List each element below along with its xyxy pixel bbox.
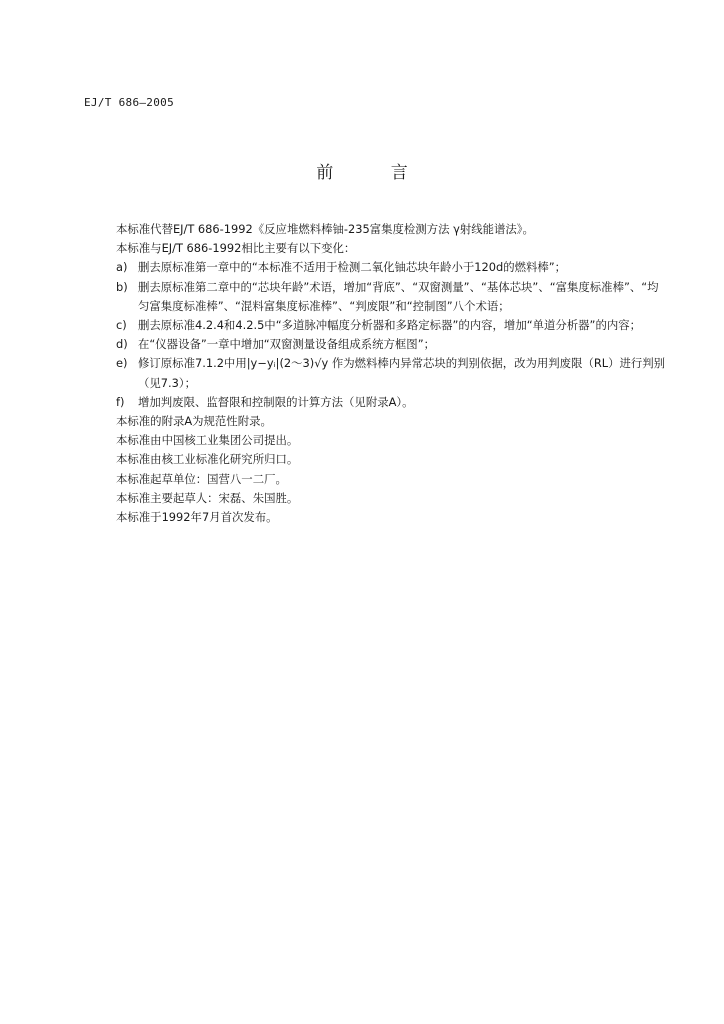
item-marker: d): [116, 337, 128, 352]
closing-line: 本标准由中国核工业集团公司提出。: [116, 433, 299, 448]
item-marker: f): [116, 394, 125, 409]
standard-code: EJ/T 686—2005: [84, 96, 174, 109]
change-item-c: [116, 316, 668, 335]
change-item-f: [116, 393, 668, 412]
intro-line: 本标准代替EJ/T 686-1992《反应堆燃料棒铀-235富集度检测方法 γ射线能谱法》。: [116, 222, 534, 236]
foreword-body: [116, 220, 668, 527]
change-item-d: [116, 335, 668, 354]
item-marker: a): [116, 260, 128, 275]
item-text: 删去原标准第一章中的“本标准不适用于检测二氧化铀芯块年龄小于120d的燃料棒”；: [138, 260, 567, 275]
item-text: 删去原标准第二章中的“芯块年龄”术语，增加“背底”、“双窗测量”、“基体芯块”、“富集度标准棒”、“均匀富集度标准棒”、“混料富集度标准棒”、“判废限”和“控制图”八个术语；: [138, 279, 659, 313]
closing-line: 本标准于1992年7月首次发布。: [116, 510, 278, 525]
intro-line: 本标准与EJ/T 686-1992相比主要有以下变化：: [116, 241, 356, 256]
change-item-b: [116, 278, 668, 316]
item-text: 增加判废限、监督限和控制限的计算方法（见附录A）。: [138, 394, 414, 409]
closing-line: 本标准由核工业标准化研究所归口。: [116, 452, 299, 467]
item-marker: b): [116, 279, 128, 294]
change-item-e: [116, 354, 668, 392]
closing-line: 本标准的附录A为规范性附录。: [116, 414, 272, 429]
item-text: 修订原标准7.1.2中用|y−yᵢ|(2～3)√y 作为燃料棒内异常芯块的判别依据，改为用判废限（RL）进行判别（见7.3）；: [138, 356, 666, 390]
item-marker: e): [116, 356, 128, 371]
item-text: 删去原标准4.2.4和4.2.5中“多道脉冲幅度分析器和多路定标器”的内容，增加“单道分析器”的内容；: [138, 318, 642, 333]
item-text: 在“仪器设备”一章中增加“双窗测量设备组成系统方框图”；: [138, 337, 435, 352]
closing-line: 本标准起草单位：国营八一二厂。: [116, 471, 287, 486]
page-title: 前 言: [316, 163, 434, 183]
closing-line: 本标准主要起草人：宋磊、朱国胜。: [116, 490, 299, 505]
change-item-a: [116, 258, 668, 277]
item-marker: c): [116, 318, 127, 333]
